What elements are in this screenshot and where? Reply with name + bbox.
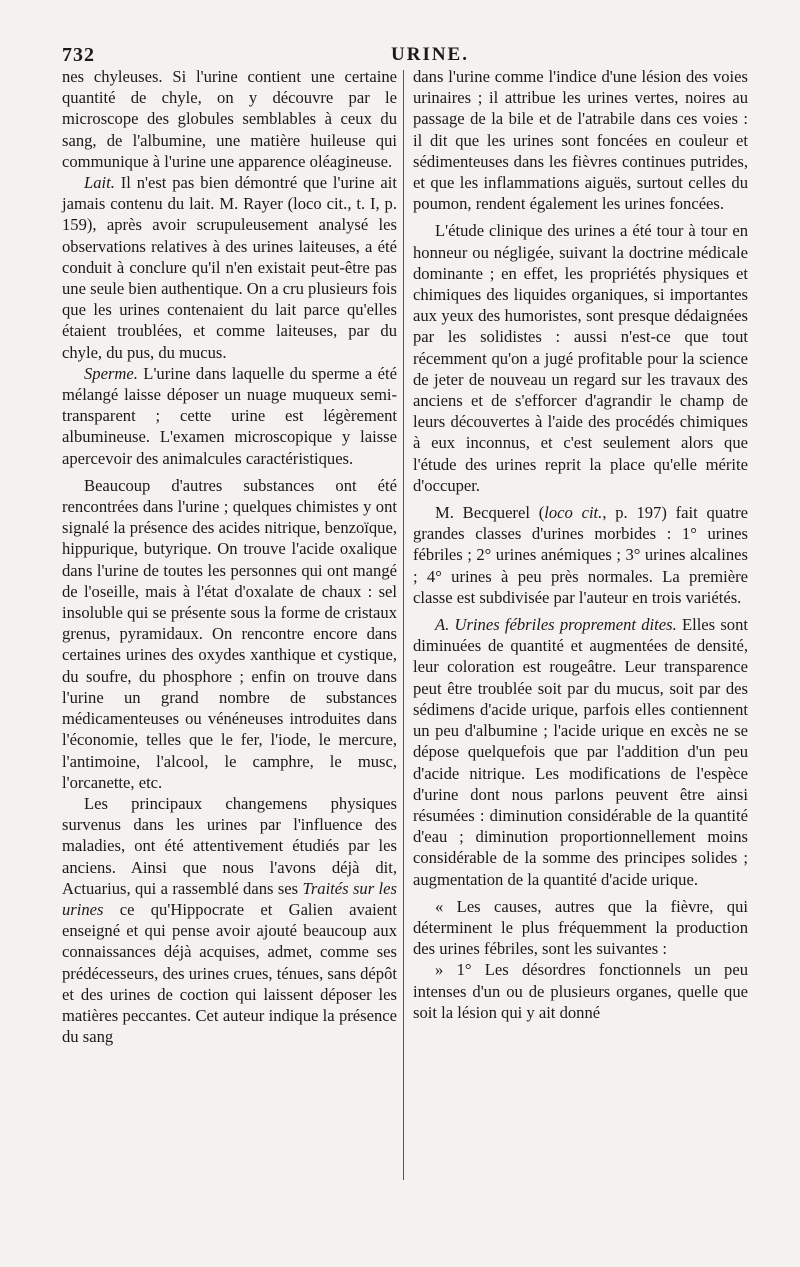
paragraph: Les principaux changemens physiques survenus dans les urines par l'influence des maladies, ont été attentivement étudiés par les anciens. Ainsi que nous l'avons déjà dit, Actuarius, qui a rassemblé dans ses Traités sur les urines ce qu'Hippocrate et Galien avaient enseigné et qui pense avoir ajouté beaucoup aux connaissances déjà acquises, admet, comme ses prédécesseurs, des urines crues, ténues, sans dépôt et des urines de coction qui laissent déposer les matières peccantes. Cet auteur indique la présence du sang — [62, 793, 397, 1047]
page-header — [62, 44, 748, 68]
paragraph: L'étude clinique des urines a été tour à tour en honneur ou négligée, suivant la doctrine médicale dominante ; en effet, les propriétés physiques et chimiques des liquides organiques, si importantes aux yeux des humoristes, sont presque dédaignées par les solidistes : aussi n'est-ce que tout récemment qu'on a jugé profitable pour la science de jeter de nouveau un regard sur les travaux des anciens et de s'efforcer d'agrandir le champ de leurs découvertes à l'aide des procédés chimiques à eux inconnus, et c'est seulement alors que l'étude des urines reprit la place qu'elle mérite d'occuper. — [413, 221, 748, 495]
page-number: 732 — [62, 44, 95, 66]
paragraph: dans l'urine comme l'indice d'une lésion des voies urinaires ; il attribue les urines vertes, noires au passage de la bile et de l'atrabile dans ces voies : il dit que les urines sont foncées en couleur et sédimenteuses dans les fièvres continues putrides, et que les inflammations aiguës, surtout celles du poumon, rendent également les urines foncées. — [413, 67, 748, 214]
paragraph: M. Becquerel (loco cit., p. 197) fait quatre grandes classes d'urines morbides : 1° urines fébriles ; 2° urines anémiques ; 3° urines alcalines ; 4° urines à peu près normales. La première classe est subdivisée par l'auteur en trois variétés. — [413, 503, 748, 607]
paragraph: « Les causes, autres que la fièvre, qui déterminent le plus fréquemment la production des urines fébriles, sont les suivantes : — [413, 896, 748, 959]
column-divider — [403, 70, 404, 1180]
paragraph: Sperme. L'urine dans laquelle du sperme a été mélangé laisse déposer un nuage muqueux semi-transparent ; cette urine est légèrement albumineuse. L'examen microscopique y laisse apercevoir des animalcules caractéristiques. — [62, 363, 397, 468]
paragraph: » 1° Les désordres fonctionnels un peu intenses d'un ou de plusieurs organes, quelle que soit la lésion qui y ait donné — [413, 960, 748, 1022]
paragraph: Lait. Il n'est pas bien démontré que l'urine ait jamais contenu du lait. M. Rayer (loco cit., t. I, p. 159), après avoir scrupuleusement analysé les observations relatives à des urines laiteuses, a été conduit à conclure qu'il n'en existait peut-être pas une seule bien authentique. On a cru plusieurs fois que les urines contenaient du lait parce qu'elles étaient troublées, et comme laiteuses, par du chyle, du pus, du mucus. — [62, 173, 398, 362]
paragraph: Beaucoup d'autres substances ont été rencontrées dans l'urine ; quelques chimistes y ont signalé la présence des acides nitrique, benzoïque, hippurique, butyrique. On trouve l'acide oxalique dans l'urine de toutes les personnes qui ont mangé de l'oseille, mais à l'état d'oxalate de chaux : sel insoluble qui se présente sous la forme de cristaux grenus, pyramidaux. On rencontre encore dans certaines urines des oxydes xanthique et cystique, du soufre, du phosphore ; enfin on trouve dans l'urine un grand nombre de substances médicamenteuses ou vénéneuses introduites dans l'économie, telles que le fer, l'iode, le mercure, l'antimoine, l'alcool, le camphre, le musc, l'orcanette, etc. — [62, 475, 397, 792]
right-column — [413, 66, 748, 1023]
running-title: URINE. — [391, 44, 469, 65]
left-column — [62, 66, 397, 1047]
paragraph: A. Urines fébriles proprement dites. Elles sont diminuées de quantité et augmentées de densité, leur coloration est rougeâtre. Leur transparence peut être troublée soit par du mucus, soit par des sédimens d'acide urique, parfois elles contiennent un peu d'albumine ; l'acide urique en excès ne se dépose quelquefois que par l'addition d'un peu d'acide nitrique. Les modifications de l'espèce d'urine dont nous parlons peuvent être ainsi résumées : diminution considérable de la quantité d'eau ; diminution proportionnellement moins considérable de la somme des principes solides ; augmentation de la quantité d'acide urique. — [413, 615, 749, 889]
paragraph: nes chyleuses. Si l'urine contient une certaine quantité de chyle, on y découvre par le microscope des globules semblables à ceux du sang, de l'albumine, une matière huileuse qui communique à l'urine une apparence oléagineuse. — [62, 67, 397, 171]
